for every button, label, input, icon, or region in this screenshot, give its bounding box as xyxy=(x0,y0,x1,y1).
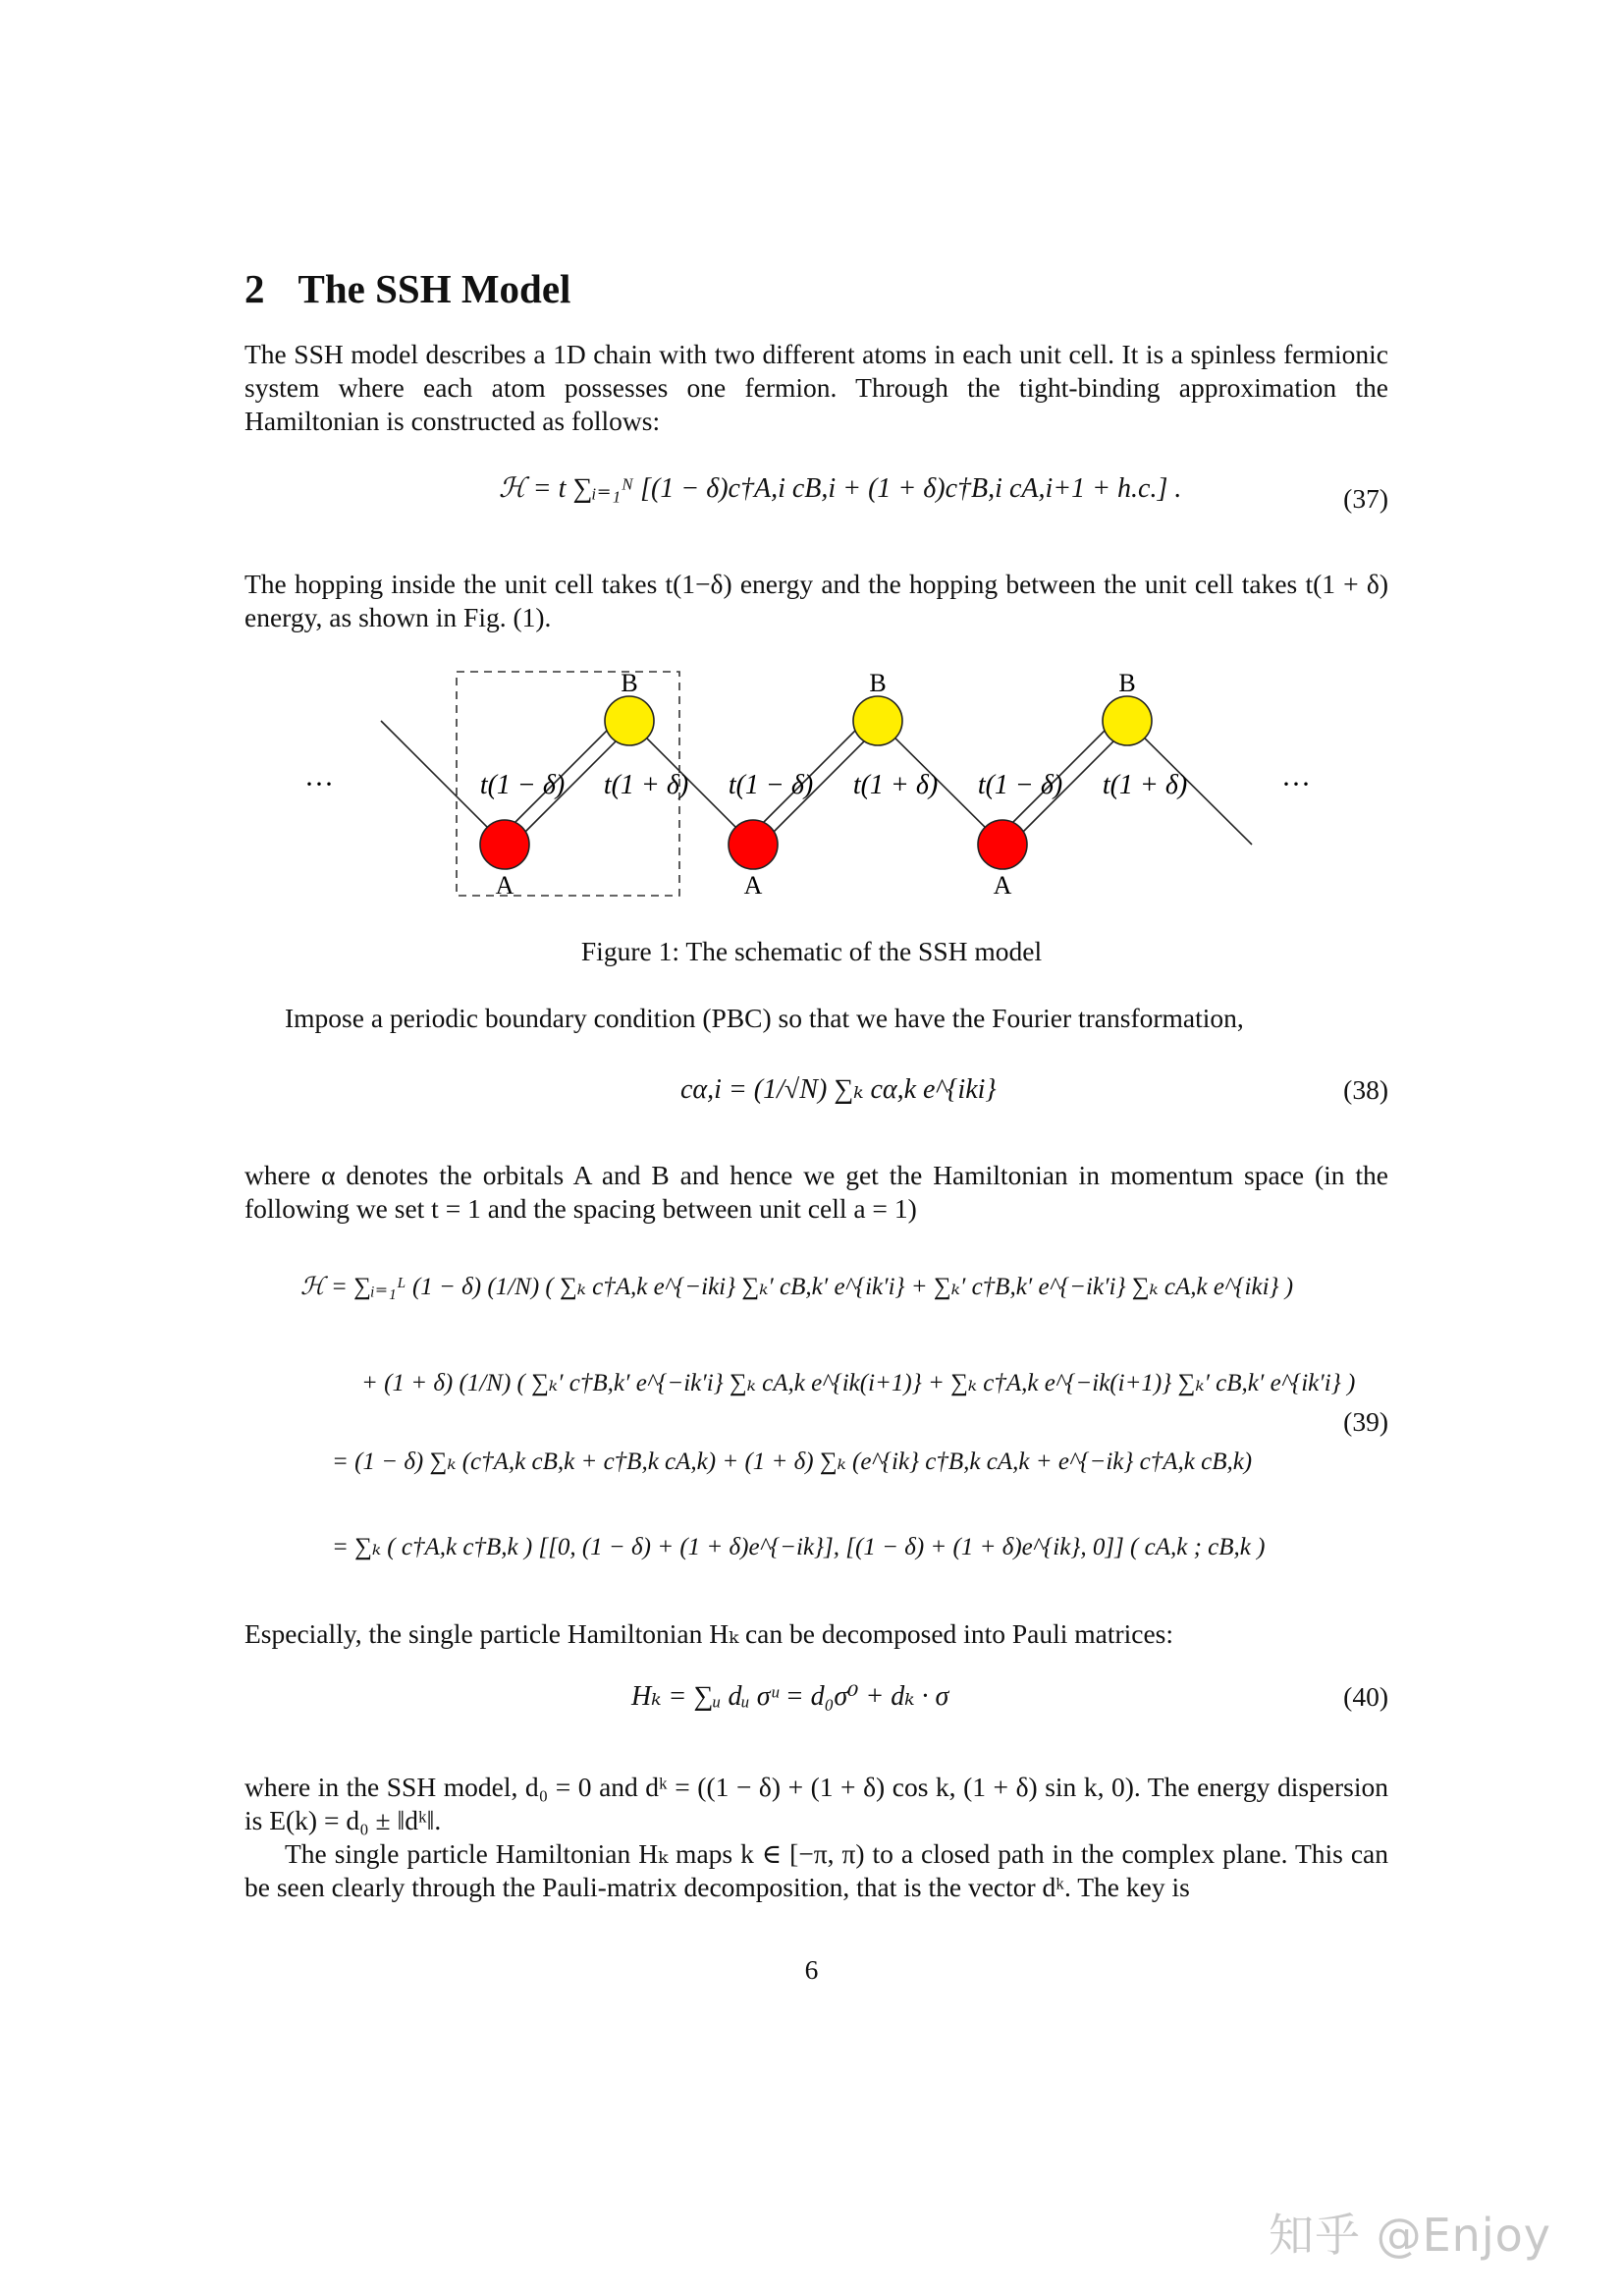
label-intra-3: t(1 − δ) xyxy=(977,770,1063,800)
equation-40 xyxy=(631,1679,948,1713)
label-intra-2: t(1 − δ) xyxy=(728,770,814,800)
section-number: 2 xyxy=(244,266,265,311)
paragraph-especially: Especially, the single particle Hamiltonian Hₖ can be decomposed into Pauli matrices: xyxy=(244,1618,1174,1649)
atom-b-2 xyxy=(853,696,902,745)
equation-37-number: (37) xyxy=(1343,483,1388,514)
page-number: 6 xyxy=(804,1954,819,1985)
paragraph-where-alpha: where α denotes the orbitals A and B and hence we get the Hamiltonian in momentum space (in the following we set t = 1 and the spacing between unit cell a = 1) xyxy=(244,1160,1388,1224)
equation-39-line-1: ℋ = ∑ᵢ₌₁ᴸ (1 − δ) (1/N) ( ∑ₖ c†A,k e^{−iki} ∑ₖ′ cB,k′ e^{ik′i} + ∑ₖ′ c†B,k′ e^{−ik′i} ∑ₖ cA,k e^{iki} ) xyxy=(300,1274,1294,1300)
ellipsis-right: ··· xyxy=(1281,768,1311,800)
label-b-1: B xyxy=(621,669,638,697)
equation-40-body: Hₖ = ∑ᵤ dᵤ σᵘ = d₀σ⁰ + dₖ · σ xyxy=(631,1681,949,1712)
equation-39-line-4: = ∑ₖ ( c†A,k c†B,k ) [[0, (1 − δ) + (1 + δ)e^{−ik}], [(1 − δ) + (1 + δ)e^{ik}, 0]] ( cA,k ; cB,k ) xyxy=(332,1534,1266,1560)
atom-a-2 xyxy=(729,820,778,869)
label-inter-1: t(1 + δ) xyxy=(603,770,689,800)
equation-37-body: ℋ = t ∑ᵢ₌₁ᴺ [(1 − δ)c†A,i cB,i + (1 + δ)c†B,i cA,i+1 + h.c.] . xyxy=(499,473,1182,504)
label-b-3: B xyxy=(1118,669,1136,697)
equation-38 xyxy=(680,1072,997,1106)
figure-caption: Figure 1: The schematic of the SSH model xyxy=(580,936,1043,966)
ssh-chain-figure xyxy=(285,658,1345,913)
equation-40-number: (40) xyxy=(1343,1681,1388,1712)
paragraph-impose: Impose a periodic boundary condition (PBC) so that we have the Fourier transformation, xyxy=(285,1003,1244,1033)
label-a-2: A xyxy=(743,871,763,900)
label-b-2: B xyxy=(869,669,887,697)
equation-39-line-3: = (1 − δ) ∑ₖ (c†A,k cB,k + c†B,k cA,k) + (1 + δ) ∑ₖ (e^{ik} c†B,k cA,k + e^{−ik} c†A,k cB,k) xyxy=(332,1449,1253,1475)
label-intra-1: t(1 − δ) xyxy=(479,770,566,800)
paragraph-intro: The SSH model describes a 1D chain with two different atoms in each unit cell. It is a spinless fermionic system where each atom possesses one fermion. Through the tight-binding approximation the Hamiltonian is constructed as follows: xyxy=(244,339,1388,436)
equation-39-number: (39) xyxy=(1343,1406,1388,1437)
equation-39-line-2: + (1 + δ) (1/N) ( ∑ₖ′ c†B,k′ e^{−ik′i} ∑ₖ cA,k e^{ik(i+1)} + ∑ₖ c†A,k e^{−ik(i+1)} ∑ₖ′ cB,k′ e^{ik′i} ) xyxy=(361,1370,1356,1396)
label-a-1: A xyxy=(495,871,514,900)
label-inter-2: t(1 + δ) xyxy=(852,770,939,800)
ellipsis-left: ··· xyxy=(304,768,334,800)
paragraph-where-ssh: where in the SSH model, d₀ = 0 and dᵏ = ((1 − δ) + (1 + δ) cos k, (1 + δ) sin k, 0). The energy dispersion is E(k) = d₀ ± ‖dᵏ‖. xyxy=(244,1772,1388,1835)
label-inter-3: t(1 + δ) xyxy=(1102,770,1188,800)
section-title: The SSH Model xyxy=(298,266,571,311)
atom-a-1 xyxy=(480,820,529,869)
atom-b-3 xyxy=(1103,696,1152,745)
atom-b-1 xyxy=(605,696,654,745)
section-heading xyxy=(244,265,570,312)
paragraph-hopping: The hopping inside the unit cell takes t(1−δ) energy and the hopping between the unit cell takes t(1 + δ) energy, as shown in Fig. (1). xyxy=(244,569,1388,632)
paragraph-single-particle: The single particle Hamiltonian Hₖ maps k ∈ [−π, π) to a closed path in the complex plane. This can be seen clearly through the Pauli-matrix decomposition, that is the vector dᵏ. The key is xyxy=(244,1838,1388,1902)
watermark: 知乎 @Enjoy xyxy=(1269,2209,1551,2262)
equation-38-number: (38) xyxy=(1343,1074,1388,1105)
atom-a-3 xyxy=(978,820,1027,869)
equation-38-body: cα,i = (1/√N) ∑ₖ cα,k e^{iki} xyxy=(680,1074,997,1105)
label-a-3: A xyxy=(993,871,1012,900)
equation-37 xyxy=(499,471,1181,505)
